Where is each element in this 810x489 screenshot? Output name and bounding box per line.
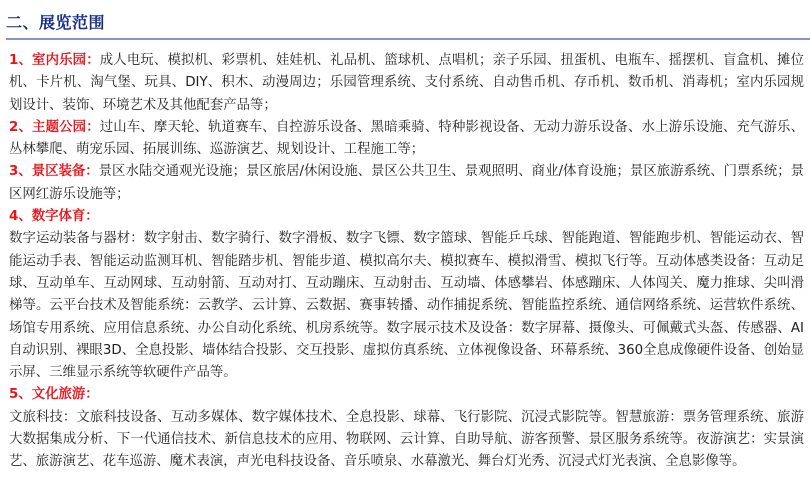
section-heading: 1、室内乐园： [9, 53, 100, 68]
section-text: 数字运动装备与器材：数字射击、数字骑行、数字滑板、数字飞镖、数字篮球、智能乒乓球、智能跑道、智能跑步机、智能运动衣、智能运动手表、智能运动监测耳机、智能踏步机、智能步道、模拟高尔夫、模拟赛车、模拟滑雪、模拟飞行等。互动体感类设备：互动足球、互动单车、互动网球、互动射箭、互动对打、互动蹦床、互动射击、互动墙、体感攀岩、体感蹦床、人体闯关、魔力推球、尖叫滑梯等。云平台技术及智能系统：云教学、云计算、云数据、赛事转播、动作捕捉系统、智能监控系统、通信网络系统、运营软件系统、场馆专用系统、应用信息系统、办公自动化系统、机房系统等。数字展示技术及设备：数字屏幕、摄像头、可佩戴式头盔、传感器、AI自动识别、裸眼3D、全息投影、墙体结合投影、交互投影、虚拟仿真系统、立体视像设备、环幕系统、360全息成像硬件设备、创始显示屏、三维显示系统等软硬件产品等。 [9, 231, 804, 381]
section-digital-sports [9, 228, 804, 384]
section-text: 文旅科技：文旅科技设备、互动多媒体、数字媒体技术、全息投影、球幕、飞行影院、沉浸式影院等。智慧旅游：票务管理系统、旅游大数据集成分析、下一代通信技术、新信息技术的应用、物联网、云计算、自助导航、游客预警、景区服务系统等。夜游演艺：实景演艺、旅游演艺、花车巡游、魔术表演，声光电科技设备、音乐喷泉、水幕激光、舞台灯光秀、沉浸式灯光表演、全息影像等。 [9, 409, 804, 470]
section-heading: 5、文化旅游： [9, 387, 99, 403]
section-theme-park [9, 117, 804, 162]
section-text: 过山车、摩天轮、轨道赛车、自控游乐设备、黑暗乘骑、特种影视设备、无动力游乐设备、水上游乐设施、充气游乐、丛林攀爬、萌宠乐园、拓展训练、巡游演艺、规划设计、工程施工等； [9, 119, 804, 158]
section-heading: 4、数字体育： [9, 209, 99, 225]
section-scenic-equipment [9, 161, 804, 206]
section-digital-sports-heading [9, 206, 804, 228]
section-indoor-park [9, 50, 804, 117]
section-heading: 2、主题公园： [9, 119, 100, 135]
section-heading: 3、景区装备： [9, 164, 99, 180]
header-divider [6, 38, 810, 40]
page-title: 二、展览范围 [6, 13, 106, 32]
section-text: 成人电玩、模拟机、彩票机、娃娃机、礼品机、篮球机、点唱机；亲子乐园、扭蛋机、电瓶车、摇摆机、盲盒机、摊位机、卡片机、淘气堡、玩具、DIY、积木、动漫周边；乐园管理系统、支付系统、自动售币机、存币机、数币机、消毒机；室内乐园规划设计、装饰、环境艺术及其他配套产品等； [9, 53, 804, 113]
exhibition-scope-content [9, 50, 804, 474]
section-cultural-tourism-heading [9, 384, 804, 406]
section-cultural-tourism [9, 407, 804, 474]
section-text: 景区水陆交通观光设施；景区旅居/休闲设施、景区公共卫生、景观照明、商业/体育设施；景区旅游系统、门票系统；景区网红游乐设施等； [9, 164, 805, 202]
section-header [6, 10, 810, 40]
